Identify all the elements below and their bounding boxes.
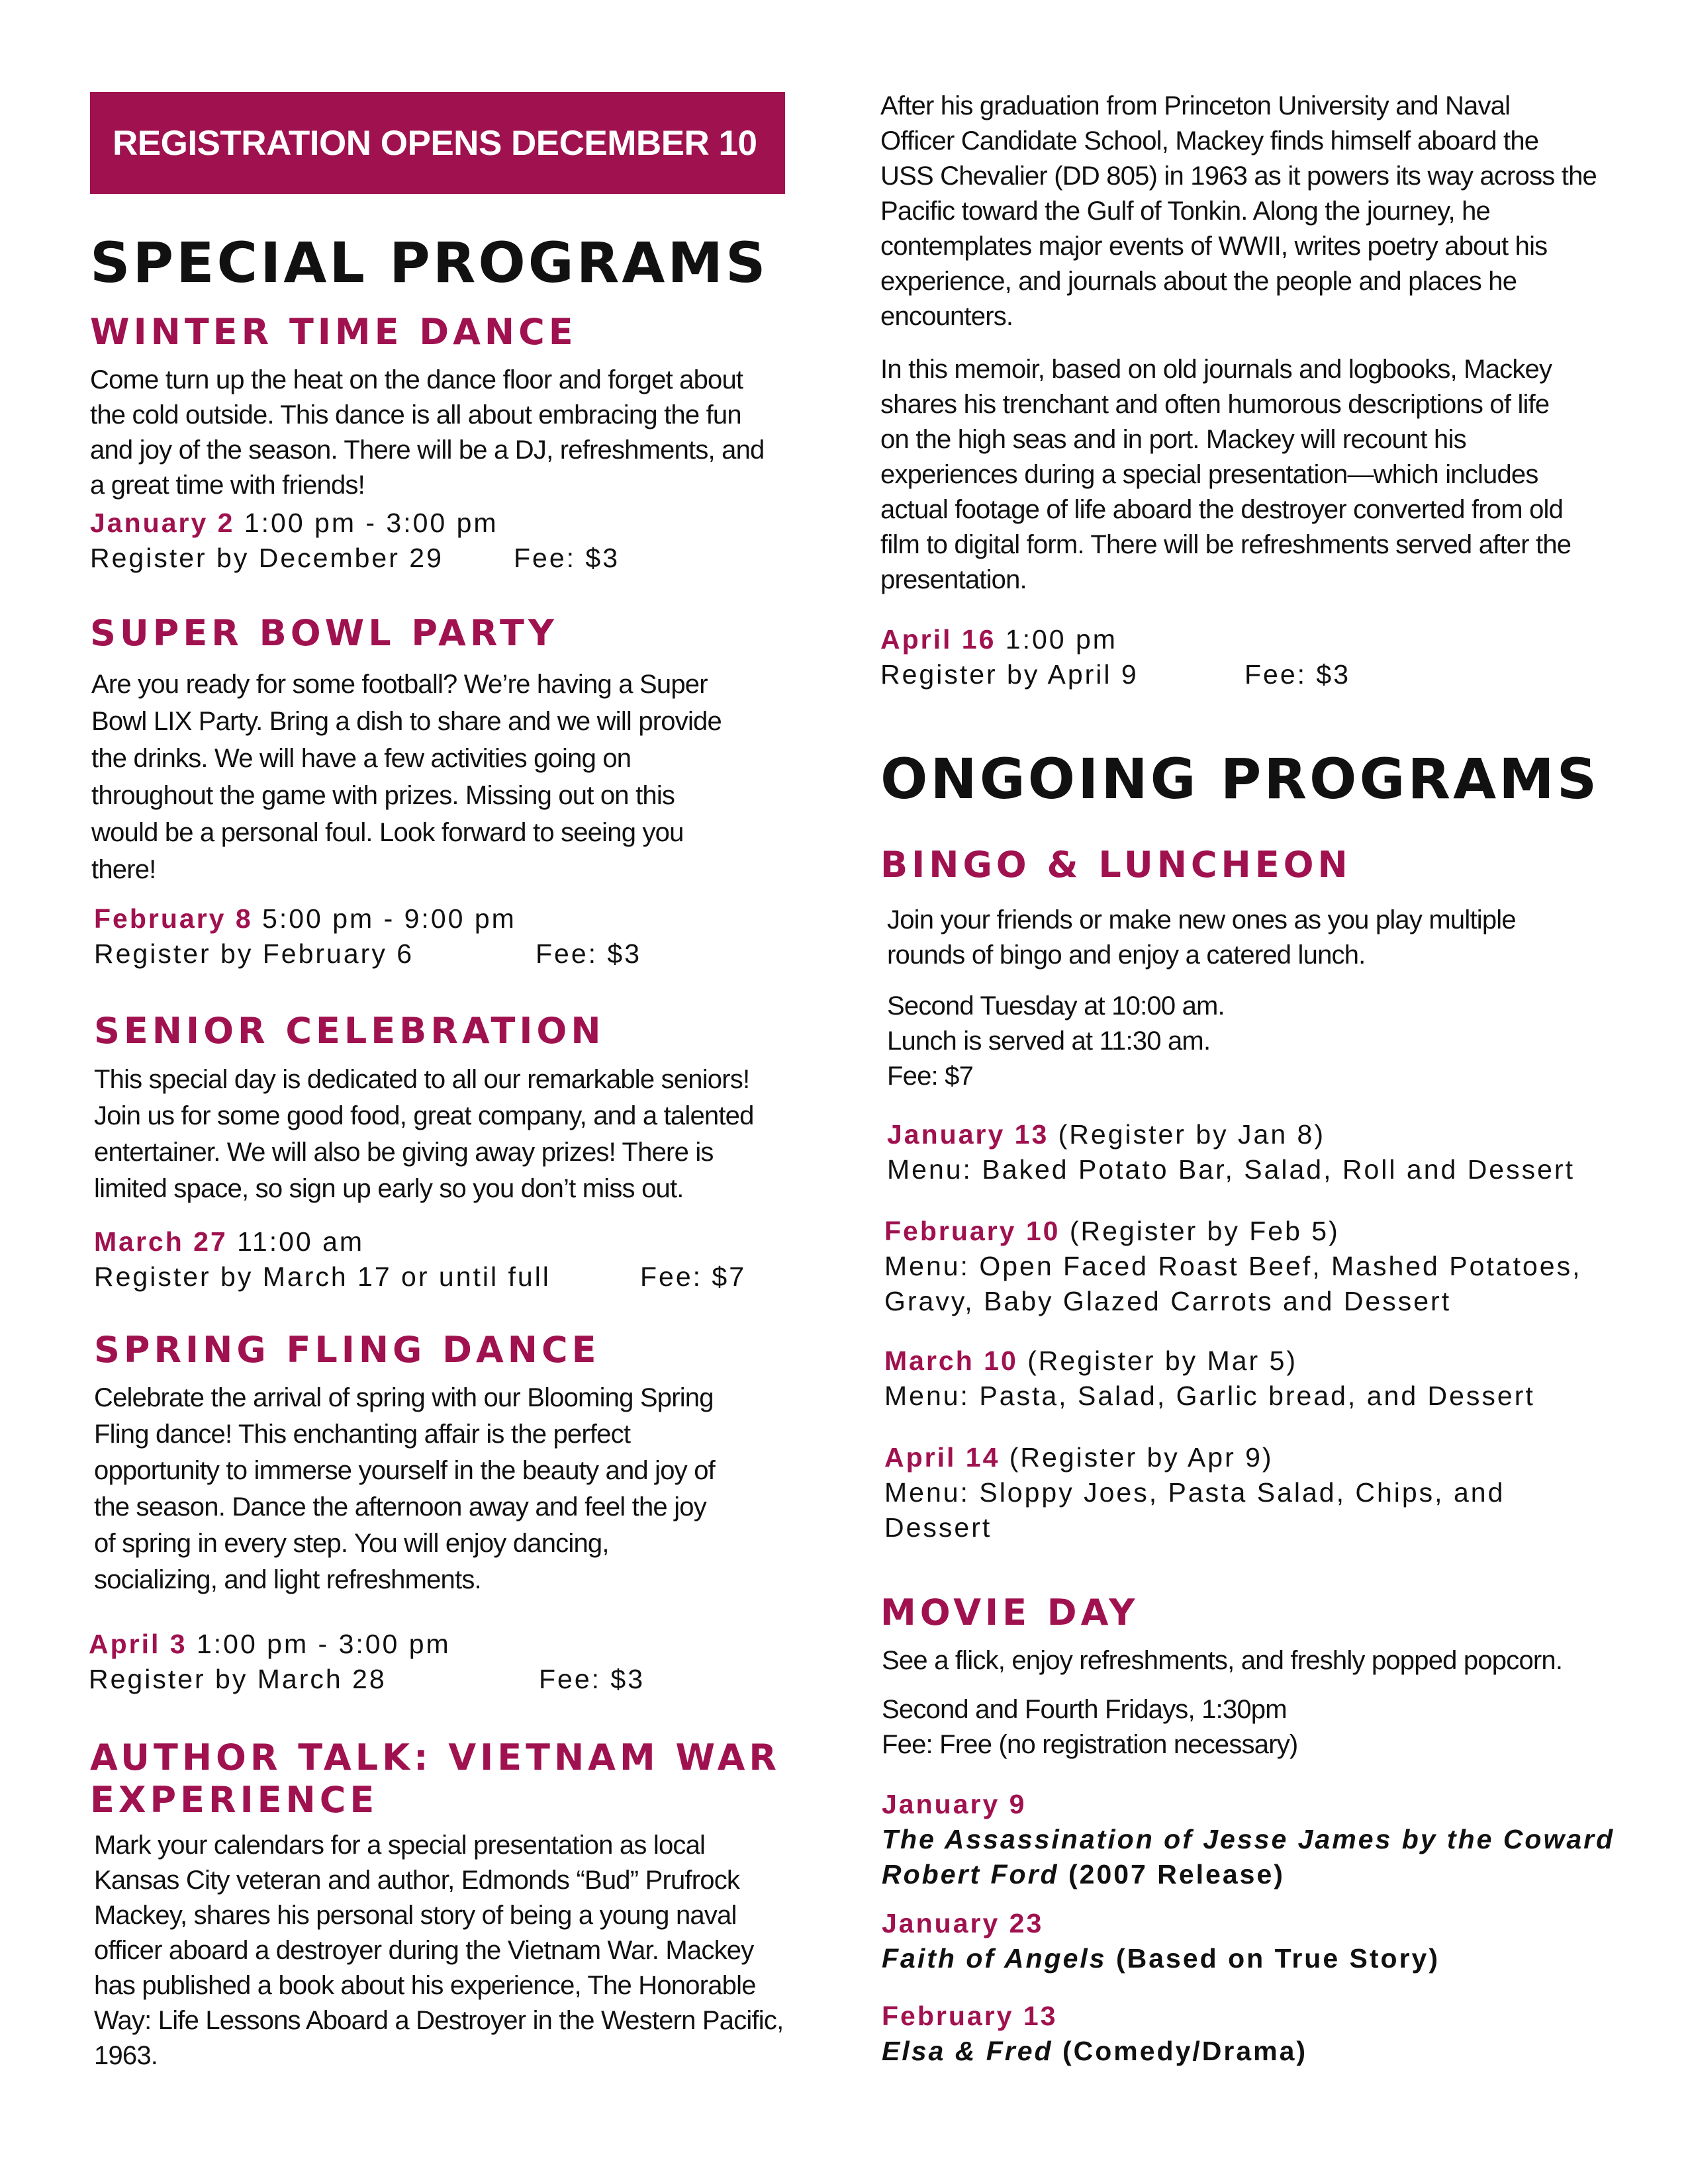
author-talk-title-line1: AUTHOR TALK: VIETNAM WAR [90,1737,781,1778]
senior-celebration-schedule [94,1224,747,1295]
bingo-event-january: January 13 (Register by Jan 8) Menu: Baked Potato Bar, Salad, Roll and Dessert [887,1119,1575,1185]
spring-fling-schedule [89,1627,645,1697]
movie-day-description: See a flick, enjoy refreshments, and freshly popped popcorn. [882,1646,1563,1675]
senior-celebration-register: Register by March 17 or until full [94,1261,551,1292]
super-bowl-fee: Fee: $3 [536,938,642,969]
author-talk-date: April 16 [880,624,996,655]
spring-fling-title: SPRING FLING DANCE [94,1329,600,1371]
author-talk-memoir-description: In this memoir, based on old journals and logbooks, Mackey shares his trenchant and often humorous descriptions of life on the high seas and in port. Mackey will recount his experiences during a special presentation—which includes actual footage of life aboard the destroyer converted from old film to digital form. There will be refreshments served after the presentation. [880,355,1571,594]
super-bowl-title: SUPER BOWL PARTY [90,612,558,654]
bingo-luncheon-info: Second Tuesday at 10:00 am. Lunch is served at 11:30 am. Fee: $7 [887,991,1225,1091]
super-bowl-schedule [94,901,642,972]
author-talk-description: Mark your calendars for a special presentation as local Kansas City veteran and author, Edmonds “Bud” Prufrock Mackey, shares his personal story of being a young naval officer aboard a destroyer during the Vietnam War. Mackey has published a book about his experience, The Honorable Way: Life Lessons Aboard a Destroyer in the Western Pacific, 1963. [94,1831,784,2070]
winter-dance-fee: Fee: $3 [514,543,620,573]
bingo-event-february: February 10 (Register by Feb 5) Menu: Open Faced Roast Beef, Mashed Potatoes, Gravy, Baby Glazed Carrots and Dessert [884,1216,1582,1316]
winter-dance-description: Come turn up the heat on the dance floor and forget about the cold outside. This dance is all about embracing the fun and joy of the season. There will be a DJ, refreshments, and a great time with friends! [90,365,765,500]
movie-january-23: January 23 Faith of Angels (Based on True Story) [882,1908,1440,1974]
author-talk-fee: Fee: $3 [1244,659,1351,690]
super-bowl-description: Are you ready for some football? We’re having a Super Bowl LIX Party. Bring a dish to share and we will provide the drinks. We will have a few activities going on throughout the game with prizes. Missing out on this would be a personal foul. Look forward to seeing you there! [91,670,722,884]
winter-dance-register: Register by December 29 [90,543,444,573]
senior-celebration-fee: Fee: $7 [640,1261,747,1292]
winter-dance-date: January 2 [90,508,235,538]
movie-january-9: January 9 The Assassination of Jesse James by the Coward Robert Ford (2007 Release) [882,1789,1615,1889]
author-talk-schedule [880,622,1351,692]
author-talk-description-continued: After his graduation from Princeton University and Naval Officer Candidate School, Mackey finds himself aboard the USS Chevalier (DD 805) in 1963 as it powers its way across the Pacific toward the Gulf of Tonkin. Along the journey, he contemplates major events of WWII, writes poetry about his experience, and journals about the people and places he encounters. [880,91,1597,331]
winter-dance-time: 1:00 pm - 3:00 pm [234,508,498,538]
super-bowl-date: February 8 [94,903,253,934]
bingo-event-march: March 10 (Register by Mar 5) Menu: Pasta, Salad, Garlic bread, and Dessert [884,1345,1535,1411]
super-bowl-register: Register by February 6 [94,938,414,969]
bingo-luncheon-title: BINGO & LUNCHEON [880,844,1352,886]
author-talk-register: Register by April 9 [880,659,1139,690]
author-talk-time: 1:00 pm [996,624,1117,655]
spring-fling-description: Celebrate the arrival of spring with our Blooming Spring Fling dance! This enchanting affair is the perfect opportunity to immerse yourself in the beauty and joy of the season. Dance the afternoon away and feel the joy of spring in every step. You will enjoy dancing, socializing, and light refreshments. [94,1383,715,1594]
author-talk-title-line2: EXPERIENCE [90,1779,379,1821]
winter-dance-schedule [90,506,620,576]
movie-february-13: February 13 Elsa & Fred (Comedy/Drama) [882,2001,1308,2066]
registration-banner: REGISTRATION OPENS DECEMBER 10 [90,92,785,194]
bingo-event-april: April 14 (Register by Apr 9) Menu: Sloppy Joes, Pasta Salad, Chips, and Dessert [884,1442,1505,1543]
spring-fling-time: 1:00 pm - 3:00 pm [187,1629,451,1659]
senior-celebration-title: SENIOR CELEBRATION [94,1010,605,1052]
winter-dance-title: WINTER TIME DANCE [90,311,577,353]
bingo-luncheon-description: Join your friends or make new ones as you play multiple rounds of bingo and enjoy a catered lunch. [887,905,1516,970]
senior-celebration-date: March 27 [94,1226,228,1257]
super-bowl-time: 5:00 pm - 9:00 pm [252,903,516,934]
movie-day-title: MOVIE DAY [880,1592,1139,1633]
special-programs-heading: SPECIAL PROGRAMS [90,230,769,295]
movie-day-info: Second and Fourth Fridays, 1:30pm Fee: Free (no registration necessary) [882,1695,1298,1759]
spring-fling-fee: Fee: $3 [539,1664,645,1694]
spring-fling-register: Register by March 28 [89,1664,387,1694]
senior-celebration-time: 11:00 am [227,1226,365,1257]
ongoing-programs-heading: ONGOING PROGRAMS [880,747,1600,811]
spring-fling-date: April 3 [89,1629,187,1659]
senior-celebration-description: This special day is dedicated to all our remarkable seniors! Join us for some good food, great company, and a talented entertainer. We will also be giving away prizes! There is limited space, so sign up early so you don’t miss out. [94,1065,754,1203]
